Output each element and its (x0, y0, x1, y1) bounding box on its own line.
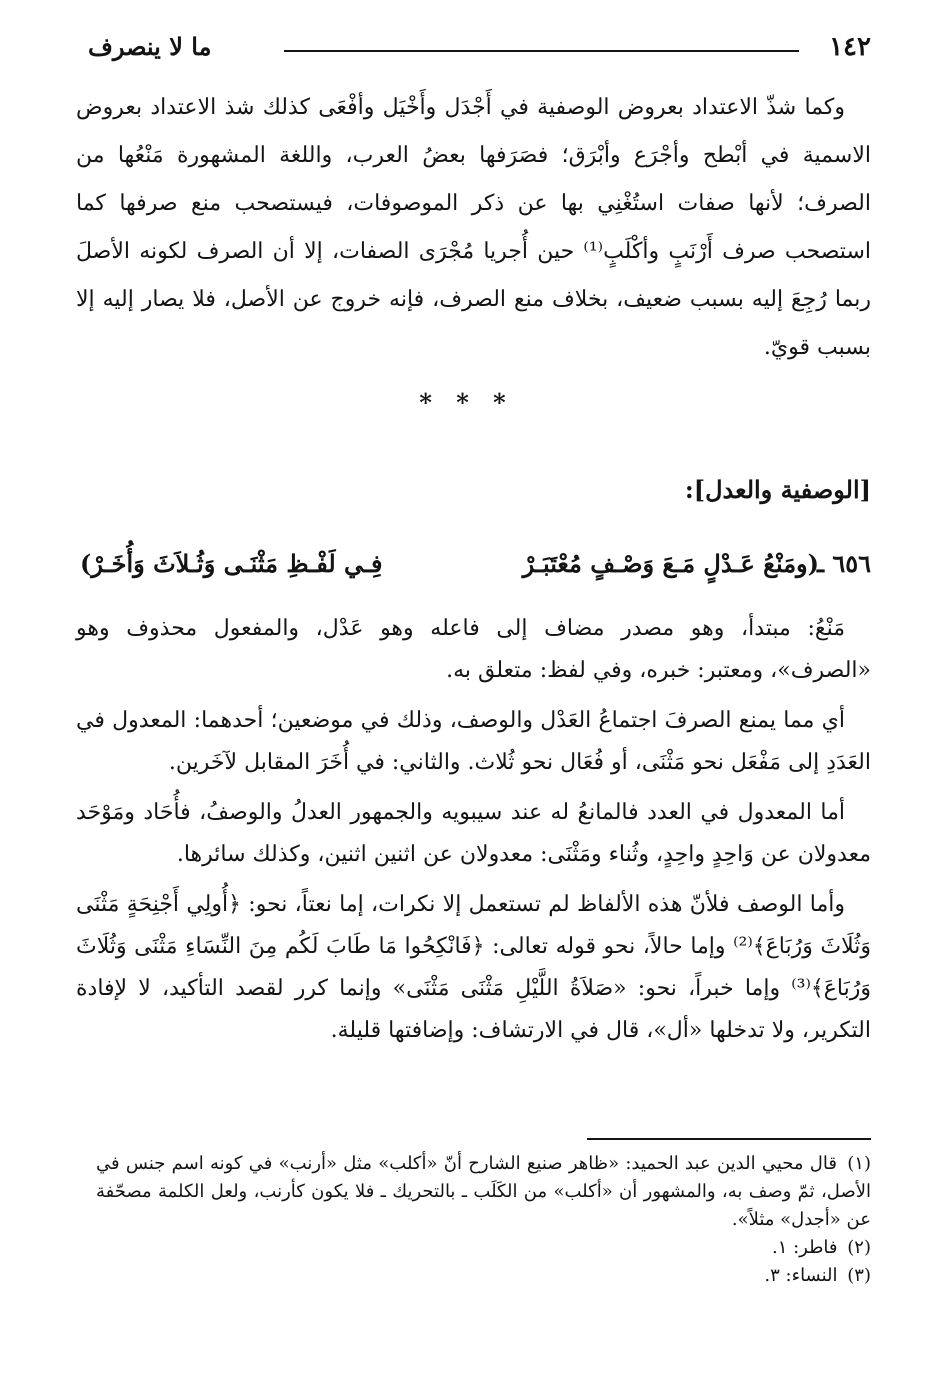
running-title: ما لا ينصرف (88, 32, 212, 61)
footnotes (96, 1150, 871, 1290)
commentary-paragraph: مَنْعُ: مبتدأ، وهو مصدر مضاف إلى فاعله وهو عَدْل، والمفعول محذوف وهو «الصرف»، ومعتبر: خبره، وفي لفظ: متعلق به. (76, 616, 871, 683)
commentary-paragraph: أي مما يمنع الصرفَ اجتماعُ العَدْل والوصف، وذلك في موضعين؛ أحدهما: المعدول في العَدَدِ إلى مَفْعَل نحو مَثْنَى، أو فُعَال نحو ثُلاث. والثاني: في أُخَرَ المقابل لآخَرين. (76, 708, 871, 775)
footnote-text: قال محيي الدين عبد الحميد: «ظاهر صنيع الشارح أنّ «أكلب» مثل «أرنب» في كونه اسم جنس في الأصل، ثمّ وصف به، والمشهور أن «أكلب» من الكَلَب ـ بالتحريك ـ فلا يكون كأرنب، ولعل الكلمة مصحّفة عن «أجدل» مثلاً». (96, 1153, 871, 1230)
commentary-paragraph: أما المعدول في العدد فالمانعُ له عند سيبويه والجمهور العدلُ والوصفُ، فأُحَاد ومَوْحَد معدولان عن وَاحِدٍ واحِدٍ، وثُناء ومَثْنَى: معدولان عن اثنين اثنين، وكذلك سائرها. (76, 800, 871, 867)
intro-paragraph: وكما شذّ الاعتداد بعروض الوصفية في أَجْدَل وأَخْيَل وأفْعَى كذلك شذ الاعتداد بعروض الاسمية في أبْطح وأجْرَع وأبْرَق؛ فصَرَفها بعضُ العرب، واللغة المشهورة مَنْعُها من الصرف؛ لأنها صفات استُغْنِي بها عن ذكر الموصوفات، فيستصحب منع صرفها كما استصحب صرف أَرْنَبٍ وأكْلَبٍ⁽¹⁾ حين أُجريا مُجْرَى الصفات، إلا أن الصرف لكونه الأصلَ ربما رُجِعَ إليه بسبب ضعيف، بخلاف منع الصرف، فإنه خروج عن الأصل، فلا يصار إليه إلا بسبب قويّ. (76, 95, 871, 360)
verse-hemistich-second: فِـي لَفْـظِ مَثْنَـى وَثُـلاَثَ وَأُخَـرْ) (80, 549, 383, 578)
intro-section (76, 84, 871, 372)
footnote-text: فاطر: ١. (771, 1237, 838, 1258)
commentary-section (76, 608, 871, 1052)
footnote-rule (587, 1138, 871, 1140)
page-header (88, 30, 871, 74)
footnote (96, 1150, 871, 1234)
page-number: ١٤٢ (829, 32, 871, 62)
verse-line (80, 540, 871, 588)
section-separator: * * * (419, 388, 514, 417)
footnote (96, 1234, 871, 1262)
commentary-paragraph: وأما الوصف فلأنّ هذه الألفاظ لم تستعمل إلا نكرات، إما نعتاً، نحو: ﴿أُولِي أَجْنِحَةٍ مَثْنَى وَثُلَاثَ وَرُبَاعَ﴾⁽²⁾ وإما حالاً، نحو قوله تعالى: ﴿فَانْكِحُوا مَا طَابَ لَكُم مِنَ النِّسَاءِ مَثْنَى وَثُلَاثَ وَرُبَاعَ﴾⁽³⁾ وإما خبراً، نحو: «صَلاَةُ اللَّيْلِ مَثْنَى مَثْنَى» وإنما كرر لقصد التأكيد، لا لإفادة التكرير، ولا تدخلها «أل»، قال في الارتشاف: وإضافتها قليلة. (76, 892, 872, 1043)
footnote-text: النساء: ٣. (764, 1265, 838, 1286)
footnote-mark: (٢) (847, 1237, 871, 1258)
verse-hemistich-first: (ومَنْعُ عَـدْلٍ مَـعَ وَصْـفٍ مُعْتَبَـرْ (522, 549, 819, 578)
footnote-mark: (٣) (847, 1265, 871, 1286)
verse-number: ٦٥٦ ـ (816, 549, 871, 578)
footnote (96, 1262, 871, 1290)
footnote-mark: (١) (847, 1153, 871, 1174)
header-rule (284, 50, 799, 52)
section-title: [الوصفية والعدل]: (684, 475, 871, 504)
